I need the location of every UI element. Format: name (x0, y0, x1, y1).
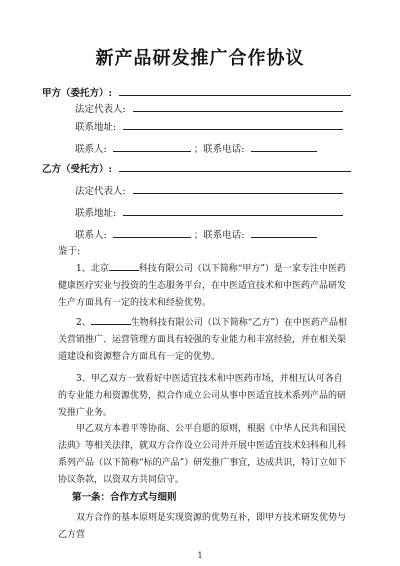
clause-1-text: 科技有限公司（以下简称“甲方”）是一家专注中医药健康医疗实业与投资的生态服务平台，在中医适宜技术和中医药产品研发生产方面具有一定的技术和经验优势。 (58, 264, 347, 308)
party-a-phone-blank (251, 142, 317, 152)
party-a-contact-row (75, 142, 317, 156)
article-1-text: 双方合作的基本原则是实现资源的优势互补，即甲方技术研发优势与乙方营 (58, 513, 347, 540)
party-a-blank (119, 86, 351, 96)
party-a-legal-rep-row (75, 102, 343, 116)
clause-1-prefix: 1、北京 (76, 264, 109, 274)
party-a-legal-rep-label: 法定代表人: (75, 104, 126, 115)
clause-1 (58, 261, 350, 312)
party-b-legal-rep-label: 法定代表人: (75, 186, 126, 197)
party-b-contact-blank (113, 228, 191, 238)
party-b-phone-blank (251, 228, 317, 238)
party-b-address-row (75, 206, 343, 220)
whereas-heading: 鉴于: (58, 246, 81, 257)
clause-2 (58, 315, 350, 366)
party-a-contact-blank (113, 142, 191, 152)
party-b-row (42, 162, 351, 176)
party-b-address-label: 联系地址: (75, 208, 117, 219)
party-a-row (42, 86, 351, 100)
document-title: 新产品研发推广合作协议 (95, 48, 305, 69)
party-b-address-blank (123, 206, 343, 216)
party-b-phone-label: ；联系电话: (193, 230, 245, 241)
agreement-preamble: 甲乙双方本着平等协商、公平自愿的原则，根据《中华人民共和国民法典》等相关法律，就双方合作设立公司并开展中医适宜技术妇科和儿科系列产品（以下简称“标的产品”）研发推广事宜，达成共识，特订立如下协议条款，以资双方共同信守。 (58, 424, 347, 485)
party-b-legal-rep-blank (133, 184, 343, 194)
clause-2-prefix: 2、 (76, 318, 91, 328)
party-a-contact-label: 联系人: (75, 144, 107, 155)
party-a-address-blank (123, 120, 343, 130)
clause-3: 3、甲乙双方一致看好中医适宜技术和中医药市场，并相互认可各自的专业能力和资源优势，拟合作成立公司从事中医适宜技术系列产品的研发推广业务。 (58, 374, 347, 418)
clause-2-blank (91, 315, 131, 325)
party-b-legal-rep-row (75, 184, 343, 198)
page-number: 1 (197, 551, 203, 560)
party-a-legal-rep-blank (133, 102, 343, 112)
article-1-heading: 第一条：合作方式与细则 (72, 492, 177, 503)
party-b-contact-label: 联系人: (75, 230, 107, 241)
party-a-address-row (75, 120, 343, 134)
party-b-label: 乙方（受托方）: (42, 164, 113, 175)
clause-1-blank (109, 261, 139, 271)
party-a-address-label: 联系地址: (75, 122, 117, 133)
clause-2-text: 生物科技有限公司（以下简称“乙方”）在中医药产品相关营销推广、运营管理方面具有较强的专业能力和丰富经验，并在相关渠道建设和资源整合方面具有一定的优势。 (58, 318, 347, 362)
party-b-blank (119, 162, 351, 172)
party-a-label: 甲方（委托方）: (42, 88, 113, 99)
party-b-contact-row (75, 228, 317, 242)
party-a-phone-label: ；联系电话: (193, 144, 245, 155)
